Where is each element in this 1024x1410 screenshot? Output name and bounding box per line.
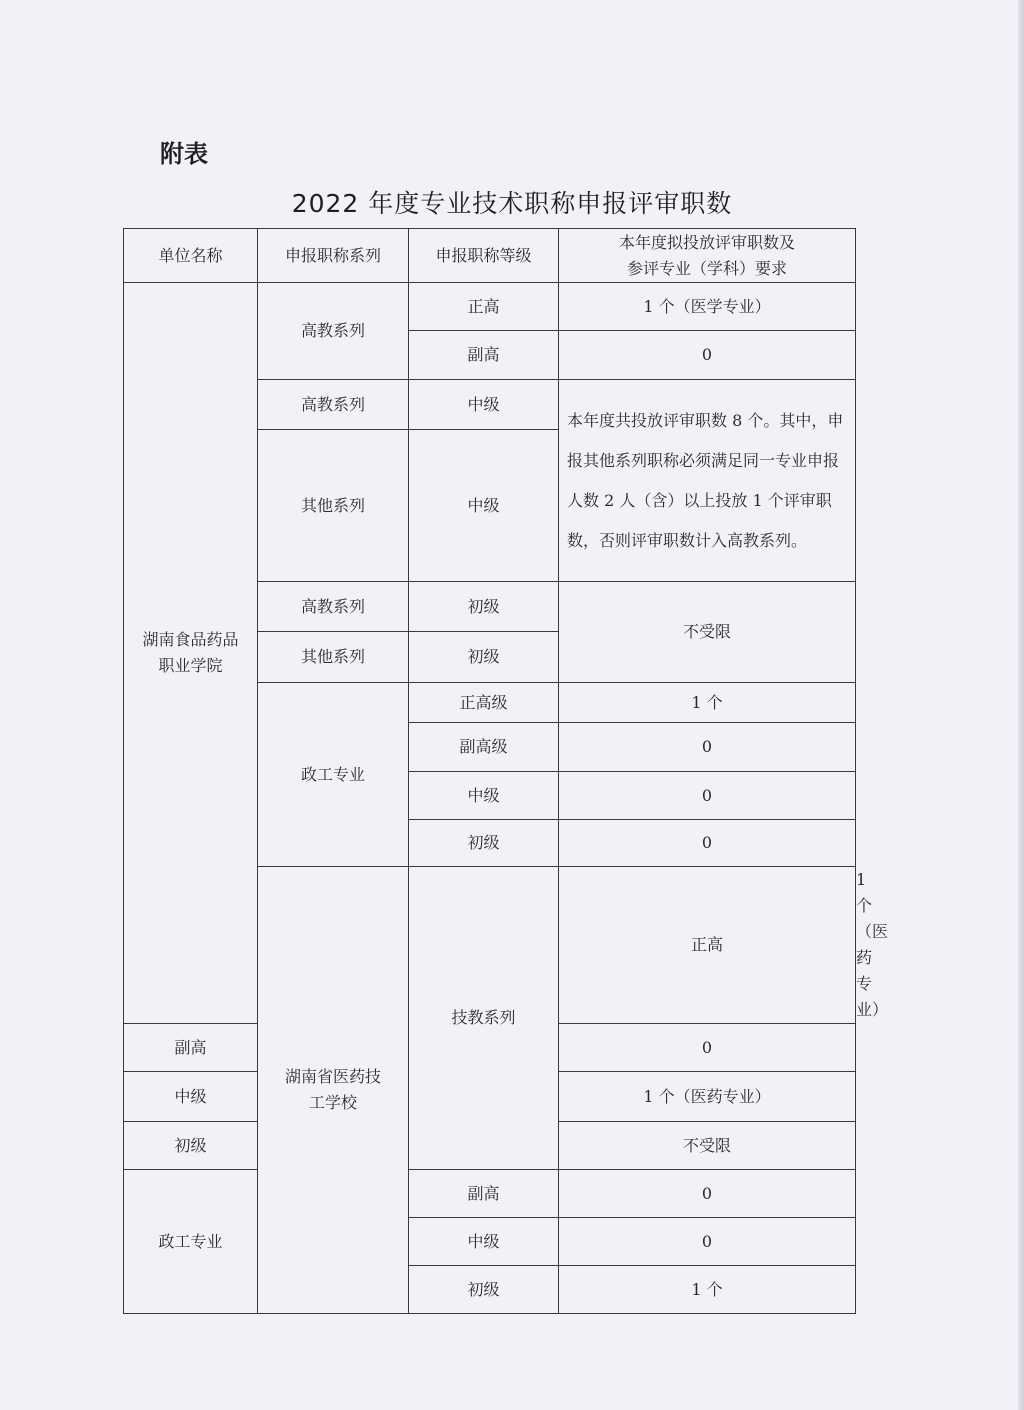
quota-cell: 0 [559,723,856,772]
level-cell: 正高级 [409,683,559,723]
header-series: 申报职称系列 [258,229,409,283]
header-quota [559,229,856,283]
level-cell: 初级 [124,1122,258,1170]
level-cell: 初级 [409,632,559,683]
level-cell: 中级 [409,1218,559,1266]
appendix-label: 附表 [160,140,208,168]
level-cell: 副高 [409,331,559,380]
header-quota-line2: 参评专业（学科）要求 [626,258,787,278]
unit-name-line1: 湖南省医药技 [284,1067,381,1086]
quota-cell: 不受限 [559,582,856,683]
quota-cell: 0 [559,820,856,867]
series-cell: 高教系列 [258,283,409,380]
table-row [124,1170,856,1218]
series-cell: 高教系列 [258,380,409,430]
level-cell: 副高 [409,1170,559,1218]
series-cell: 其他系列 [258,632,409,683]
level-cell: 初级 [409,582,559,632]
level-cell: 副高级 [409,723,559,772]
table-header-row [124,229,856,283]
unit-name-line1: 湖南食品药品 [142,630,239,649]
table-row [124,283,856,331]
unit-name-line2: 工学校 [308,1093,357,1112]
level-cell: 初级 [409,820,559,867]
quota-note: 本年度共投放评审职数 8 个。其中，申报其他系列职称必须满足同一专业申报人数 2 人（含）以上投放 1 个评审职数，否则评审职数计入高教系列。 [559,380,856,582]
quota-cell: 不受限 [559,1122,856,1170]
quota-cell: 0 [559,1170,856,1218]
unit-name-line2: 职业学院 [158,656,223,675]
level-cell: 初级 [409,1266,559,1314]
series-cell: 技教系列 [409,867,559,1170]
level-cell: 中级 [409,380,559,430]
series-cell: 政工专业 [258,683,409,867]
header-quota-line1: 本年度拟投放评审职数及 [618,232,795,252]
quota-cell: 0 [559,772,856,820]
header-level: 申报职称等级 [409,229,559,283]
level-cell: 中级 [124,1072,258,1122]
level-cell: 正高 [409,283,559,331]
table-row: 湖南省医药技 工学校 技教系列 正高 1 个（医药专业） [124,867,856,1024]
header-unit: 单位名称 [124,229,258,283]
document-title: 2022 年度专业技术职称申报评审职数 [291,189,733,218]
level-cell: 副高 [124,1024,258,1072]
level-cell: 正高 [559,867,856,1024]
series-cell: 政工专业 [124,1170,258,1314]
quota-cell: 1 个 [559,683,856,723]
quota-cell: 0 [559,1024,856,1072]
unit-name [124,283,258,1024]
series-cell: 其他系列 [258,430,409,582]
quota-table [123,228,889,1314]
quota-cell: 0 [559,331,856,380]
level-cell: 中级 [409,772,559,820]
series-cell: 高教系列 [258,582,409,632]
quota-cell: 1 个（医药专业） [559,1072,856,1122]
quota-cell: 0 [559,1218,856,1266]
level-cell: 中级 [409,430,559,582]
quota-cell: 1 个 [559,1266,856,1314]
quota-cell: 1 个（医学专业） [559,283,856,331]
unit-name [258,867,409,1314]
